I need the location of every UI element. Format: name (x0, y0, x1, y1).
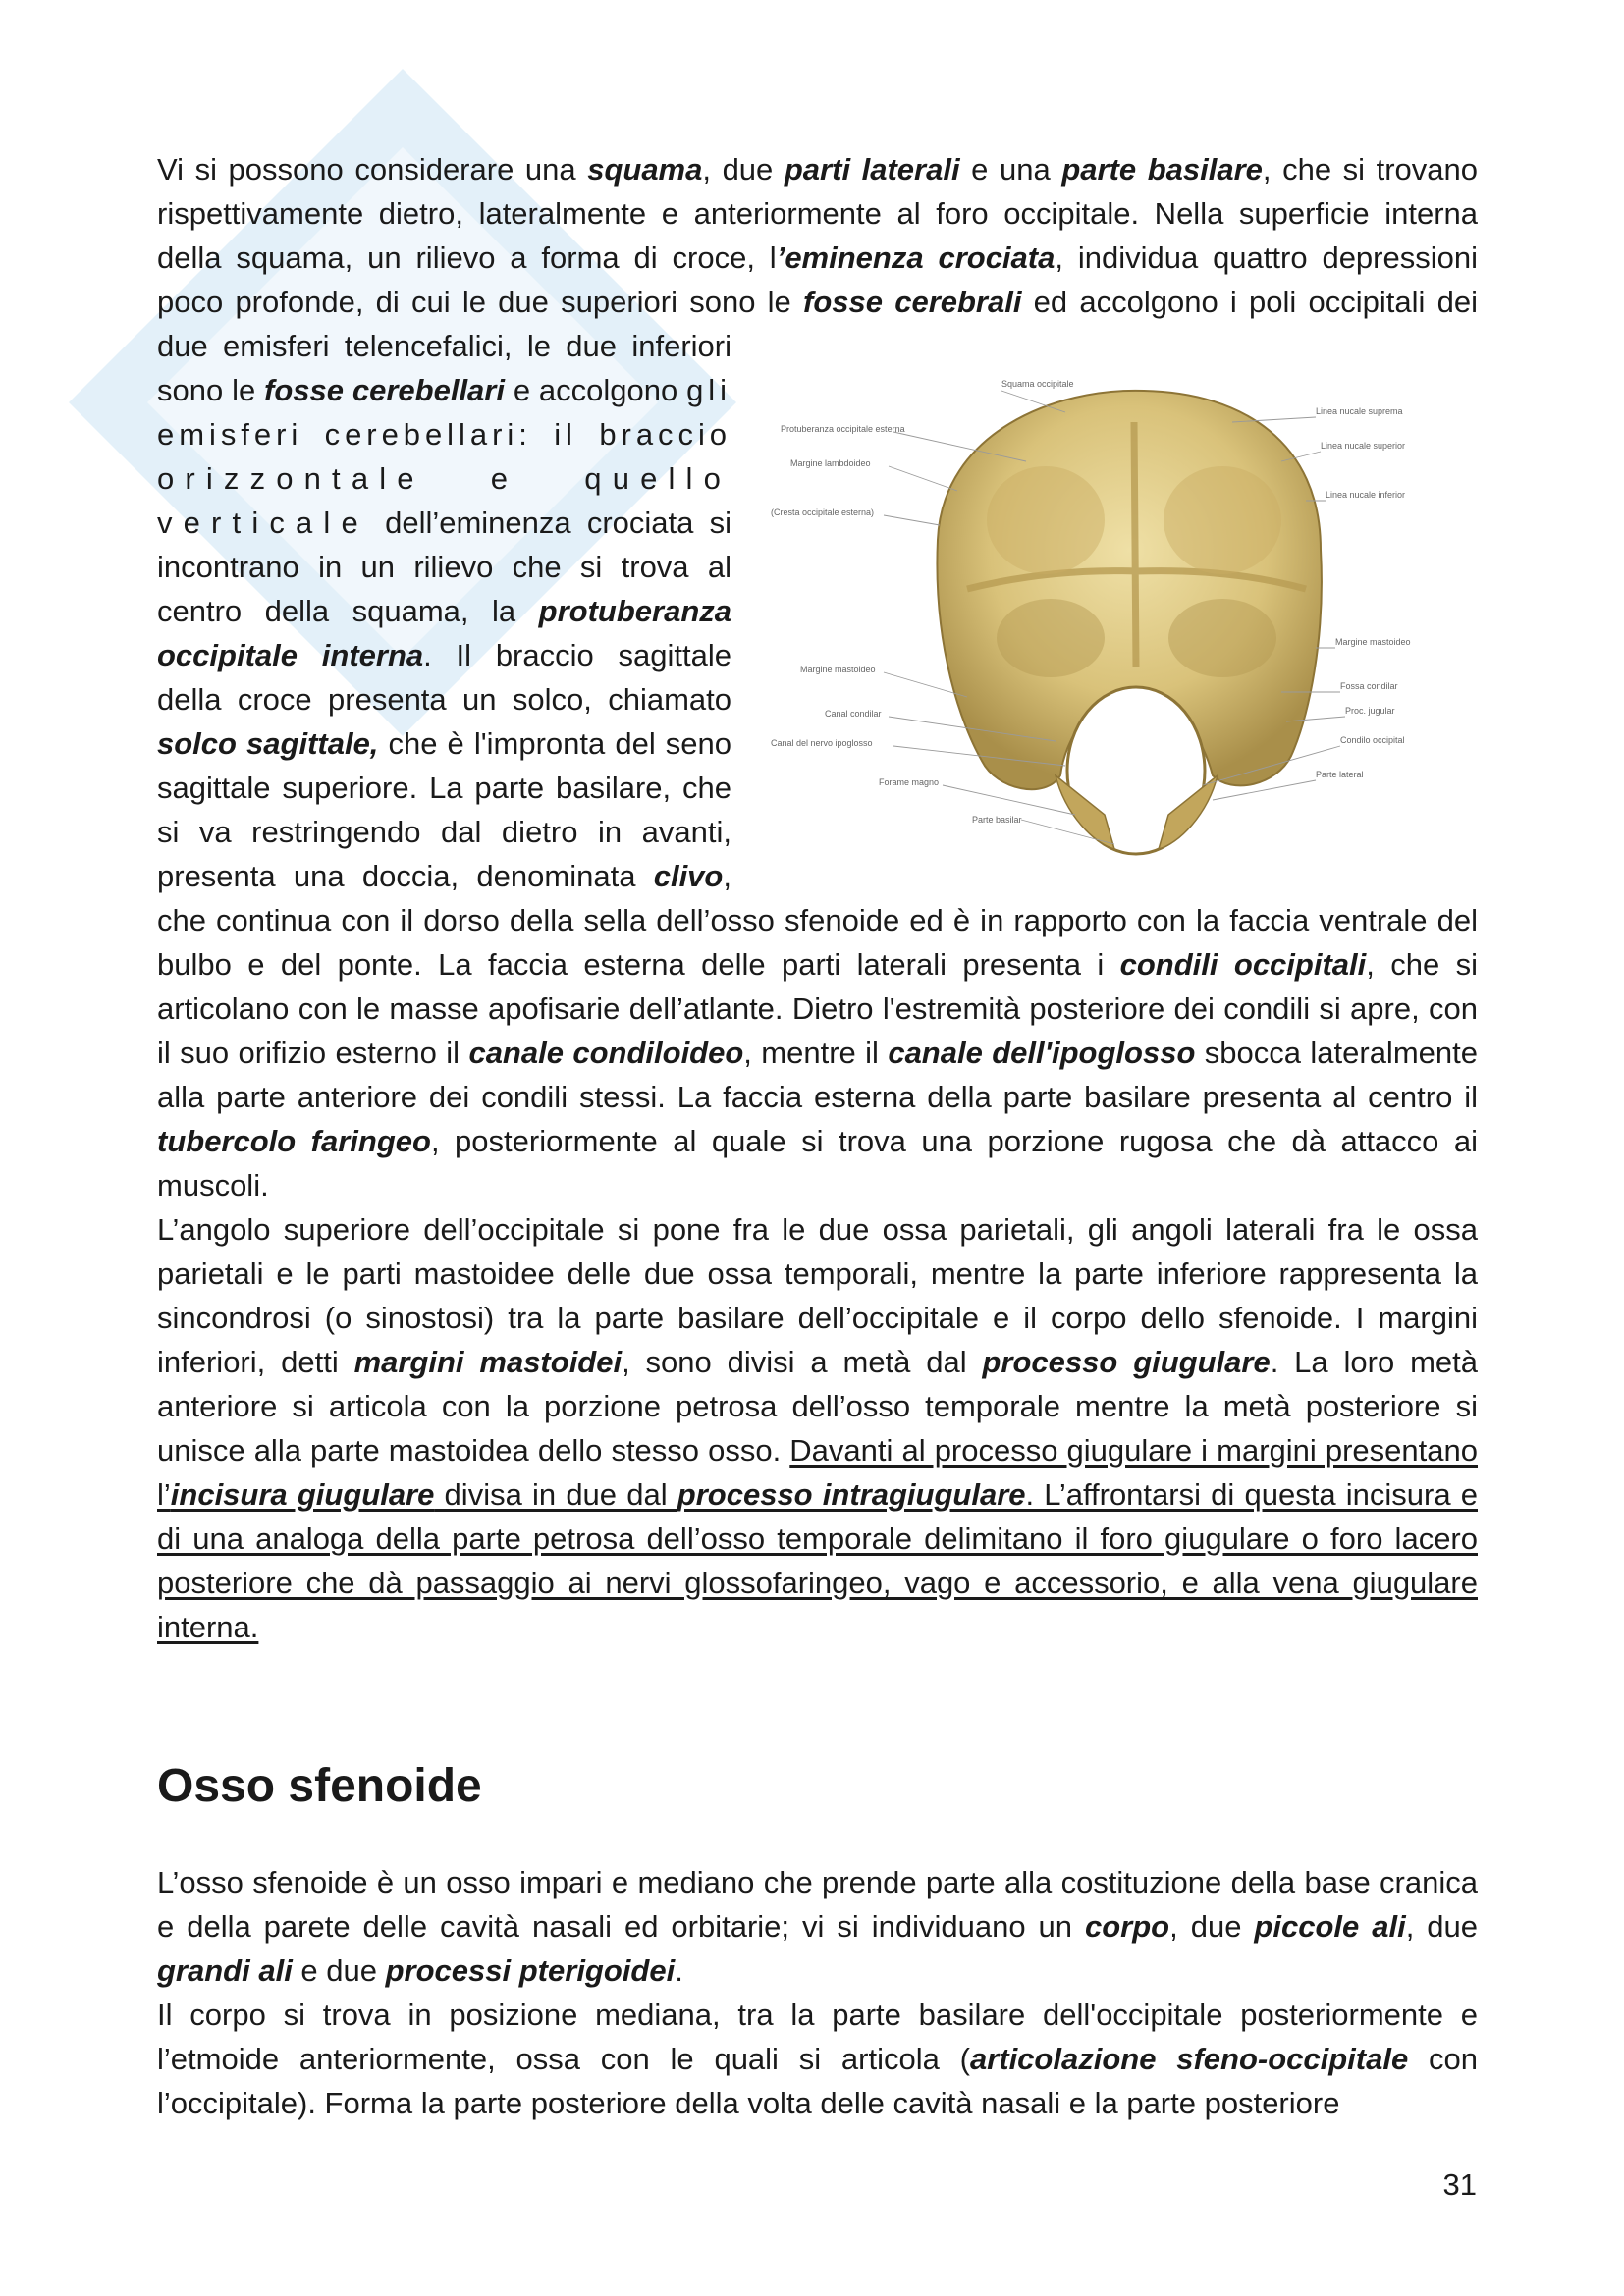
text-run: . Il braccio sagittale della croce presenta un solco, chiamato (157, 638, 731, 717)
text-run-spaced: orizzontale e quello verticale (157, 461, 731, 540)
label-canal-condilar: Canal condilar (825, 709, 882, 719)
text-run: L’osso sfenoide è un osso impari e mediano che prende parte alla costituzione della base cranica e della parete delle cavità nasali ed orbitarie; vi si individuano un (157, 1865, 1478, 1944)
label-linea-superior: Linea nucale superior (1321, 441, 1406, 451)
label-cresta: (Cresta occipitale esterna) (771, 507, 875, 517)
label-linea-suprema: Linea nucale suprema (1316, 406, 1403, 416)
label-parte-lateral: Parte lateral (1316, 770, 1364, 779)
keyword-tubercolo-faringeo: tubercolo faringeo (157, 1124, 431, 1158)
label-parte-basilar: Parte basilar (972, 815, 1022, 825)
keyword-canale-condiloideo: canale condiloideo (468, 1036, 744, 1070)
text-run: , due (1169, 1909, 1255, 1944)
label-margo-mastoideo-left: Margine mastoideo (800, 665, 876, 674)
label-linea-inferior: Linea nucale inferior (1326, 490, 1406, 500)
text-run: L’angolo superiore dell’occipitale si pone fra le due ossa parietali, gli angoli laterali fra le ossa parietali e le parti mastoidee delle due ossa temporali, mentre la parte inferiore rappresenta la sincondrosi (o sinostosi) tra la parte basilare dell’occipitale e il corpo dello sfenoide. I margini inferiori, detti (157, 1212, 1478, 1379)
label-margo-lambdoideo: Margine lambdoideo (790, 458, 871, 468)
text-run: dell’eminenza crociata si incontrano in un rilievo che si trova al centro della squama, la (157, 506, 731, 628)
text-run: , mentre il (743, 1036, 889, 1070)
keyword-parte-basilare: parte basilare (1061, 152, 1263, 187)
text-run: Il corpo si trova in posizione mediana, tra la parte basilare dell'occipitale posteriormente e l’etmoide anteriormente, ossa con le quali si articola ( (157, 1998, 1478, 2076)
text-run: . La loro metà anteriore si articola con la porzione petrosa dell’osso temporale mentre la metà posteriore si unisce alla parte mastoidea dello stesso osso. (157, 1345, 1478, 1468)
keyword-piccole-ali: piccole ali (1254, 1909, 1406, 1944)
keyword-processo-intragiugulare: processo intragiugulare (677, 1477, 1026, 1512)
text-run: con l’occipitale). Forma la parte posteriore della volta delle cavità nasali e la parte posteriore (157, 2042, 1478, 2120)
page-number: 31 (1442, 2167, 1477, 2202)
text-run: , individua quattro depressioni poco profonde, di cui le due superiori sono le (157, 240, 1478, 319)
label-margo-mastoideo-right: Margine mastoideo (1335, 637, 1411, 647)
keyword-eminenza-crociata: ’eminenza crociata (776, 240, 1056, 275)
keyword-condili-occipitali: condili occipitali (1119, 947, 1367, 982)
label-condilo: Condilo occipital (1340, 735, 1405, 745)
label-protuberantia: Protuberanza occipitale esterna (781, 424, 905, 434)
text-run: , due (702, 152, 785, 187)
paragraph-occipitale-2 (157, 1207, 1478, 1649)
text-run: . (675, 1953, 683, 1988)
text-run: sbocca lateralmente alla parte anteriore dei condili stessi. La faccia esterna della parte basilare presenta al centro il (157, 1036, 1478, 1114)
text-run: , due (1405, 1909, 1478, 1944)
keyword-clivo: clivo (653, 859, 724, 893)
paragraph-sfenoide-2 (157, 1993, 1478, 2125)
keyword-incisura-giugulare: incisura giugulare (170, 1477, 435, 1512)
label-proc-jugular: Proc. jugular (1345, 706, 1395, 716)
underlined-text-run: divisa in due dal (434, 1477, 677, 1512)
keyword-processo-giugulare: processo giugulare (982, 1345, 1271, 1379)
keyword-processi-pterigoidei: processi pterigoidei (385, 1953, 676, 1988)
text-run: e due (292, 1953, 386, 1988)
occipital-bone-illustration (771, 353, 1478, 898)
keyword-fosse-cerebrali: fosse cerebrali (803, 285, 1022, 319)
text-run: , sono divisi a metà dal (622, 1345, 983, 1379)
text-run: , che si trovano rispettivamente dietro, lateralmente e anteriormente al foro occipitale. Nella superficie interna della squama, un rilievo a forma di croce, l (157, 152, 1479, 275)
paragraph-occipitale-1 (157, 147, 1478, 1207)
keyword-parti-laterali: parti laterali (784, 152, 960, 187)
paragraph-sfenoide-1 (157, 1860, 1478, 1993)
text-run: ed accolgono i poli occipitali dei due emisferi telencefalici, le due inferiori sono le (157, 285, 1478, 407)
keyword-margini-mastoidei: margini mastoidei (353, 1345, 623, 1379)
keyword-canale-ipoglosso: canale dell'ipoglosso (888, 1036, 1196, 1070)
document-body (157, 147, 1478, 2125)
keyword-solco-sagittale: solco sagittale, (157, 726, 379, 761)
text-run: e accolgono (504, 373, 687, 407)
label-fossa-condilar: Fossa condilar (1340, 681, 1398, 691)
keyword-grandi-ali: grandi ali (157, 1953, 293, 1988)
underlined-text-run: Davanti al processo giugulare i margini presentano l’ (157, 1433, 1478, 1512)
text-run: , posteriormente al quale si trova una porzione rugosa che dà attacco ai muscoli. (157, 1124, 1478, 1202)
label-foramen: Forame magno (879, 777, 940, 787)
keyword-articolazione-sfeno-occipitale: articolazione sfeno-occipitale (969, 2042, 1409, 2076)
occipital-bone-figure (771, 353, 1478, 898)
label-canal-hipogloso: Canal del nervo ipoglosso (771, 738, 873, 748)
text-run: , che continua con il dorso della sella dell’osso sfenoide ed è in rapporto con la faccia ventrale del bulbo e del ponte. La faccia esterna delle parti laterali presenta i (157, 859, 1478, 982)
underlined-text-run: . L’affrontarsi di questa incisura e di una analoga della parte petrosa dell’osso temporale delimitano il foro giugulare o foro lacero posteriore che dà passaggio ai nervi glossofaringeo, vago e accessorio, e alla vena giugulare interna. (157, 1477, 1478, 1644)
keyword-squama: squama (587, 152, 703, 187)
text-run: Vi si possono considerare una (157, 152, 588, 187)
keyword-corpo: corpo (1085, 1909, 1170, 1944)
keyword-fosse-cerebellari: fosse cerebellari (264, 373, 505, 407)
text-run: e una (959, 152, 1062, 187)
label-squama: Squama occipitale (1001, 379, 1074, 389)
text-run: , che si articolano con le masse apofisarie dell’atlante. Dietro l'estremità posteriore dei condili si apre, con il suo orifizio esterno il (157, 947, 1478, 1070)
section-title: Osso sfenoide (157, 1760, 482, 1812)
keyword-protuberanza-occipitale-interna: protuberanza occipitale interna (157, 594, 731, 672)
text-run-spaced: gli emisferi cerebellari: il braccio (157, 373, 731, 452)
text-run: che è l'impronta del seno sagittale superiore. La parte basilare, che si va restringendo dal dietro in avanti, presenta una doccia, denominata (157, 726, 731, 893)
